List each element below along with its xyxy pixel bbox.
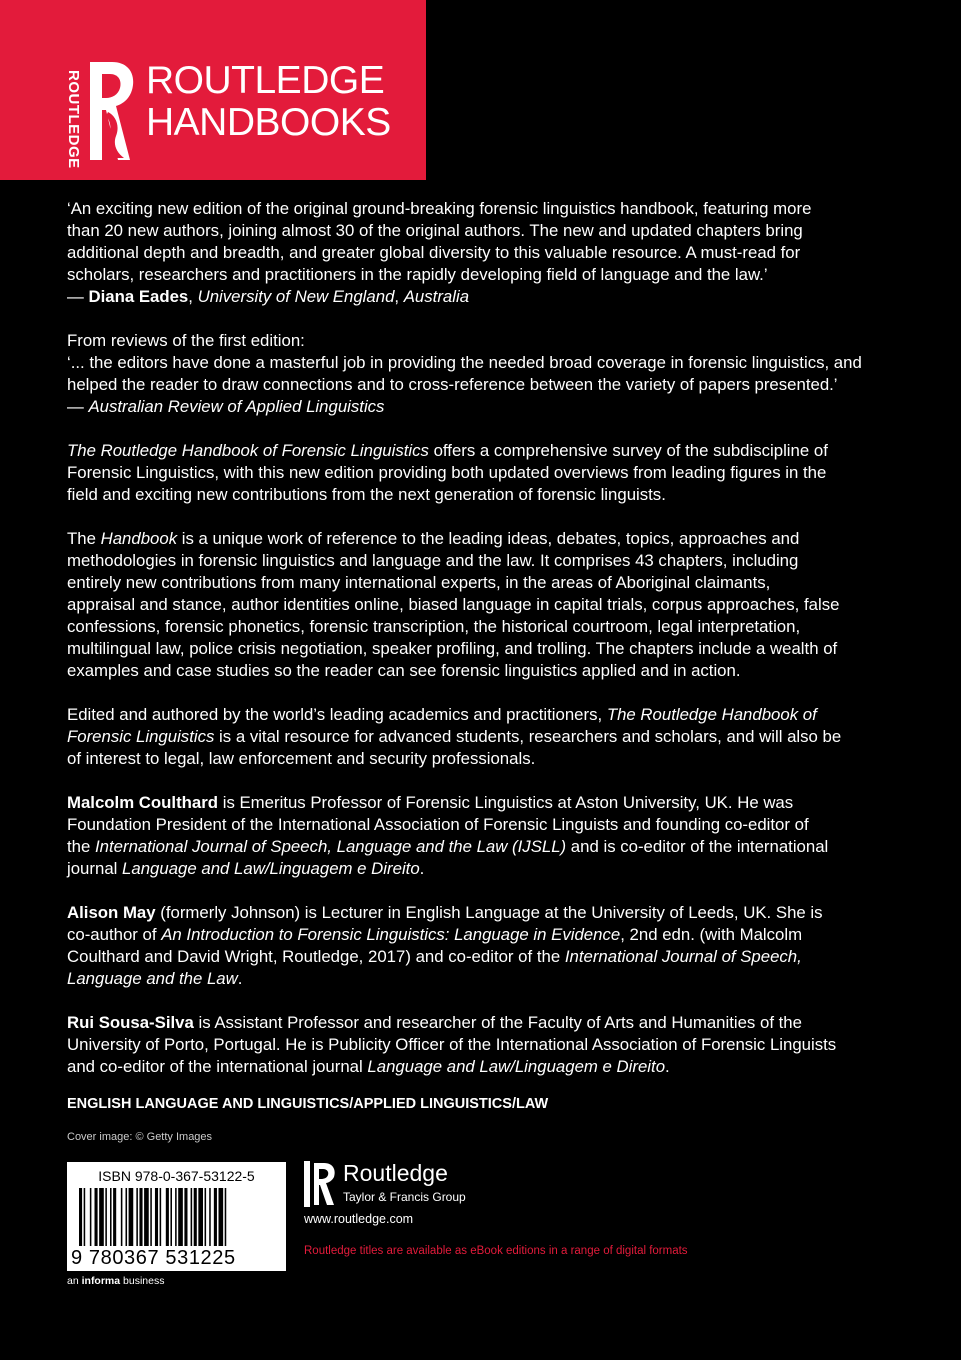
desc-line bbox=[67, 704, 907, 726]
bio-text: and is co-editor of the international bbox=[566, 837, 829, 856]
bio-text: is Assistant Professor and researcher of the Faculty of Arts and Humanities of the bbox=[193, 1013, 802, 1032]
journal-title: Language and the Law bbox=[67, 969, 238, 988]
bio-text: . bbox=[237, 969, 243, 988]
informa-brand: informa bbox=[81, 1275, 121, 1287]
header-banner bbox=[0, 0, 426, 180]
description-paragraph-2 bbox=[67, 528, 907, 682]
desc-text: The bbox=[67, 529, 101, 548]
bio-line bbox=[67, 792, 907, 814]
book-title: Forensic Linguistics bbox=[67, 727, 215, 746]
brand-vertical-text: ROUTLEDGE bbox=[65, 70, 82, 169]
dash: — bbox=[67, 397, 89, 416]
description-paragraph-3 bbox=[67, 704, 907, 770]
editor-bio-sousa-silva bbox=[67, 1012, 907, 1078]
quote-line: than 20 new authors, joining almost 30 of the original authors. The new and updated chapters bring bbox=[67, 221, 803, 240]
journal-title: International Journal of Speech, Language and the Law (IJSLL) bbox=[95, 837, 567, 856]
desc-line bbox=[67, 726, 907, 748]
desc-line bbox=[67, 528, 907, 550]
bio-line bbox=[67, 1056, 907, 1078]
first-edition-review bbox=[67, 330, 907, 418]
editor-bio-coulthard bbox=[67, 792, 907, 880]
book-title: An Introduction to Forensic Linguistics: Language in Evidence bbox=[161, 925, 621, 944]
bio-line bbox=[67, 1012, 907, 1034]
bio-line bbox=[67, 836, 907, 858]
journal-title: International Journal of Speech, bbox=[564, 947, 802, 966]
review-attribution bbox=[67, 396, 907, 418]
bio-text: is Emeritus Professor of Forensic Linguistics at Aston University, UK. He was bbox=[218, 793, 794, 812]
separator: , bbox=[188, 287, 198, 306]
desc-text: Edited and authored by the world’s leading academics and practitioners, bbox=[67, 705, 607, 724]
bio-text: Coulthard and David Wright, Routledge, 2017) and co-editor of the bbox=[67, 947, 565, 966]
description-paragraph-1 bbox=[67, 440, 907, 506]
quote-line: scholars, researchers and practitioners in the rapidly developing field of language and the law.’ bbox=[67, 265, 768, 284]
journal-title: Language and Law/Linguagem e Direito bbox=[367, 1057, 666, 1076]
desc-line: multilingual law, police crisis negotiation, speaker profiling, and trolling. The chapters include a wealth of bbox=[67, 639, 838, 658]
barcode-icon bbox=[75, 1188, 278, 1246]
bio-line bbox=[67, 946, 907, 968]
series-title-line1: ROUTLEDGE bbox=[146, 59, 385, 102]
bio-line: University of Porto, Portugal. He is Publicity Officer of the International Association of Forensic Linguists bbox=[67, 1035, 837, 1054]
handbook-word: Handbook bbox=[100, 529, 178, 548]
bio-text: . bbox=[419, 859, 425, 878]
desc-line: methodologies in forensic linguistics and language and the law. It comprises 43 chapters, including bbox=[67, 551, 799, 570]
desc-text: offers a comprehensive survey of the subdiscipline of bbox=[428, 441, 828, 460]
routledge-vertical-wordmark bbox=[64, 70, 84, 169]
editor-name: Rui Sousa-Silva bbox=[67, 1013, 194, 1032]
publisher-name: Routledge bbox=[343, 1160, 448, 1186]
separator: , bbox=[394, 287, 404, 306]
isbn-barcode-panel bbox=[67, 1162, 286, 1271]
editor-bio-may bbox=[67, 902, 907, 990]
isbn-number: ISBN 978-0-367-53122-5 bbox=[98, 1168, 255, 1184]
desc-line: examples and case studies so the reader can see forensic linguistics applied and in action. bbox=[67, 661, 741, 680]
desc-line: entirely new contributions from many international experts, in the areas of Aboriginal claimants, bbox=[67, 573, 771, 592]
barcode-digits: 9 780367 531225 bbox=[71, 1247, 236, 1269]
desc-line: Forensic Linguistics, with this new edition providing both updated overviews from leading figures in the bbox=[67, 463, 827, 482]
cover-image-credit: Cover image: © Getty Images bbox=[67, 1131, 213, 1143]
editor-name: Malcolm Coulthard bbox=[67, 793, 219, 812]
quote-line: ‘An exciting new edition of the original ground-breaking forensic linguistics handbook, featuring more bbox=[67, 199, 812, 218]
dash: — bbox=[67, 287, 89, 306]
quote-attribution bbox=[67, 286, 907, 308]
subject-category: ENGLISH LANGUAGE AND LINGUISTICS/APPLIED LINGUISTICS/LAW bbox=[67, 1096, 549, 1112]
desc-line: confessions, forensic phonetics, forensic transcription, the historical courtroom, legal interpretation, bbox=[67, 617, 801, 636]
informa-business-tag bbox=[67, 1275, 164, 1287]
routledge-profile-logo-icon bbox=[86, 60, 138, 168]
series-title-line2: HANDBOOKS bbox=[146, 101, 391, 144]
journal-title: Language and Law/Linguagem e Direito bbox=[122, 859, 420, 878]
endorser-name: Diana Eades bbox=[88, 287, 189, 306]
blurb-content bbox=[67, 198, 907, 1100]
bio-line bbox=[67, 902, 907, 924]
bio-text: . bbox=[665, 1057, 670, 1076]
review-source: Australian Review of Applied Linguistics bbox=[88, 397, 385, 416]
bio-line bbox=[67, 968, 907, 990]
review-line: ‘... the editors have done a masterful job in providing the needed broad coverage in forensic linguistics, and bbox=[67, 353, 862, 372]
publisher-website[interactable]: www.routledge.com bbox=[304, 1212, 414, 1226]
editor-name: Alison May bbox=[67, 903, 156, 922]
bio-text: (formerly Johnson) is Lecturer in English Language at the University of Leeds, UK. She is bbox=[155, 903, 823, 922]
quote-line: additional depth and breadth, and greater global diversity to this valuable resource. A must-read for bbox=[67, 243, 801, 262]
bio-text: journal bbox=[67, 859, 123, 878]
bio-line bbox=[67, 924, 907, 946]
routledge-profile-logo-icon bbox=[304, 1161, 338, 1207]
desc-text: is a unique work of reference to the leading ideas, debates, topics, approaches and bbox=[177, 529, 800, 548]
endorser-country: Australia bbox=[403, 287, 470, 306]
desc-line: field and exciting new contributions from the next generation of forensic linguists. bbox=[67, 485, 666, 504]
bio-text: , 2nd edn. (with Malcolm bbox=[620, 925, 803, 944]
review-line: helped the reader to draw connections and to cross-reference between the variety of papers presented.’ bbox=[67, 375, 838, 394]
desc-text: is a vital resource for advanced students, researchers and scholars, and will also be bbox=[214, 727, 842, 746]
informa-post: business bbox=[120, 1275, 165, 1287]
desc-line: of interest to legal, law enforcement and security professionals. bbox=[67, 749, 536, 768]
publisher-group: Taylor & Francis Group bbox=[343, 1190, 466, 1204]
ebook-notice: Routledge titles are available as eBook editions in a range of digital formats bbox=[304, 1245, 688, 1257]
bio-line bbox=[67, 858, 907, 880]
book-title: The Routledge Handbook of Forensic Linguistics bbox=[67, 441, 429, 460]
book-title: The Routledge Handbook of bbox=[606, 705, 817, 724]
endorsement-quote bbox=[67, 198, 907, 308]
desc-line: appraisal and stance, author identities online, biased language in capital trials, corpus approaches, false bbox=[67, 595, 840, 614]
desc-line bbox=[67, 440, 907, 462]
series-title bbox=[146, 60, 391, 144]
bio-text: co-author of bbox=[67, 925, 162, 944]
informa-pre: an bbox=[67, 1275, 82, 1287]
bio-text: and co-editor of the international journal bbox=[67, 1057, 368, 1076]
endorser-affiliation: University of New England bbox=[197, 287, 395, 306]
bio-line: Foundation President of the International Association of Forensic Linguists and founding co-editor of bbox=[67, 815, 809, 834]
review-intro: From reviews of the first edition: bbox=[67, 331, 305, 350]
bio-text: the bbox=[67, 837, 95, 856]
